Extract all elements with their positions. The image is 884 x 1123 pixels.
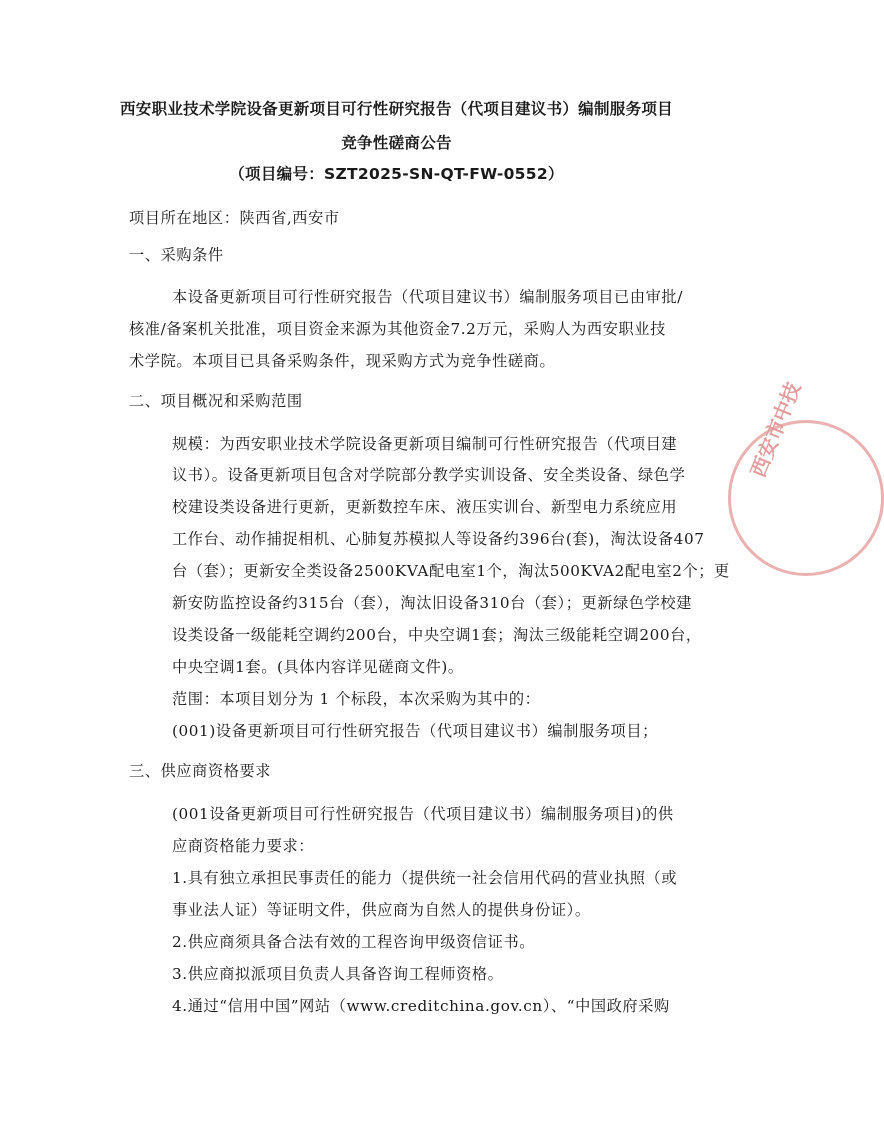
list-item: 1.具有独立承担民事责任的能力（提供统一社会信用代码的营业执照（或 (172, 869, 678, 887)
paragraph-line: 应商资格能力要求： (172, 837, 315, 855)
paragraph-line: 设类设备一级能耗空调约200台，中央空调1套；淘汰三级能耗空调200台， (172, 626, 702, 644)
paragraph-line: 校建设类设备进行更新，更新数控车床、液压实训台、新型电力系统应用 (172, 498, 678, 516)
document-title-line2: 竞争性磋商公告 (341, 134, 452, 152)
section-heading-scope: 二、项目概况和采购范围 (129, 392, 303, 410)
paragraph-line: 规模：为西安职业技术学院设备更新项目编制可行性研究报告（代项目建 (172, 435, 678, 453)
paragraph-line: 新安防监控设备约315台（套），淘汰旧设备310台（套）；更新绿色学校建 (172, 594, 693, 612)
project-location: 项目所在地区：陕西省,西安市 (129, 209, 340, 227)
section-heading-conditions: 一、采购条件 (129, 246, 224, 264)
paragraph-line: (001)设备更新项目可行性研究报告（代项目建议书）编制服务项目； (172, 722, 658, 740)
paragraph-line: 核准/备案机关批准，项目资金来源为其他资金7.2万元，采购人为西安职业技 (129, 320, 666, 338)
list-item: 4.通过“信用中国”网站（www.creditchina.gov.cn）、“中国政府采购 (172, 997, 670, 1015)
project-number: （项目编号：SZT2025-SN-QT-FW-0552） (229, 165, 564, 183)
list-item: 2.供应商须具备合法有效的工程咨询甲级资信证书。 (172, 933, 536, 951)
section-heading-qualifications: 三、供应商资格要求 (129, 762, 272, 780)
official-seal-text: 西安市中技 (745, 378, 806, 481)
paragraph-line: 台（套）；更新安全类设备2500KVA配电室1个，淘汰500KVA2配电室2个；更 (172, 562, 730, 580)
paragraph-line: 工作台、动作捕捉相机、心肺复苏模拟人等设备约396台(套)，淘汰设备407 (172, 530, 705, 548)
paragraph-line: 本设备更新项目可行性研究报告（代项目建议书）编制服务项目已由审批/ (172, 288, 683, 306)
paragraph-line: 术学院。本项目已具备采购条件，现采购方式为竞争性磋商。 (129, 352, 556, 370)
list-item-continuation: 事业法人证）等证明文件，供应商为自然人的提供身份证）。 (172, 901, 591, 919)
paragraph-line: 范围：本项目划分为 1 个标段，本次采购为其中的： (172, 690, 541, 708)
paragraph-line: (001设备更新项目可行性研究报告（代项目建议书）编制服务项目)的供 (172, 805, 674, 823)
paragraph-line: 议书）。设备更新项目包含对学院部分教学实训设备、安全类设备、绿色学 (172, 466, 686, 484)
paragraph-line: 中央空调1套。(具体内容详见磋商文件)。 (172, 658, 464, 676)
document-title-line1: 西安职业技术学院设备更新项目可行性研究报告（代项目建议书）编制服务项目 (119, 100, 673, 118)
list-item: 3.供应商拟派项目负责人具备咨询工程师资格。 (172, 965, 504, 983)
